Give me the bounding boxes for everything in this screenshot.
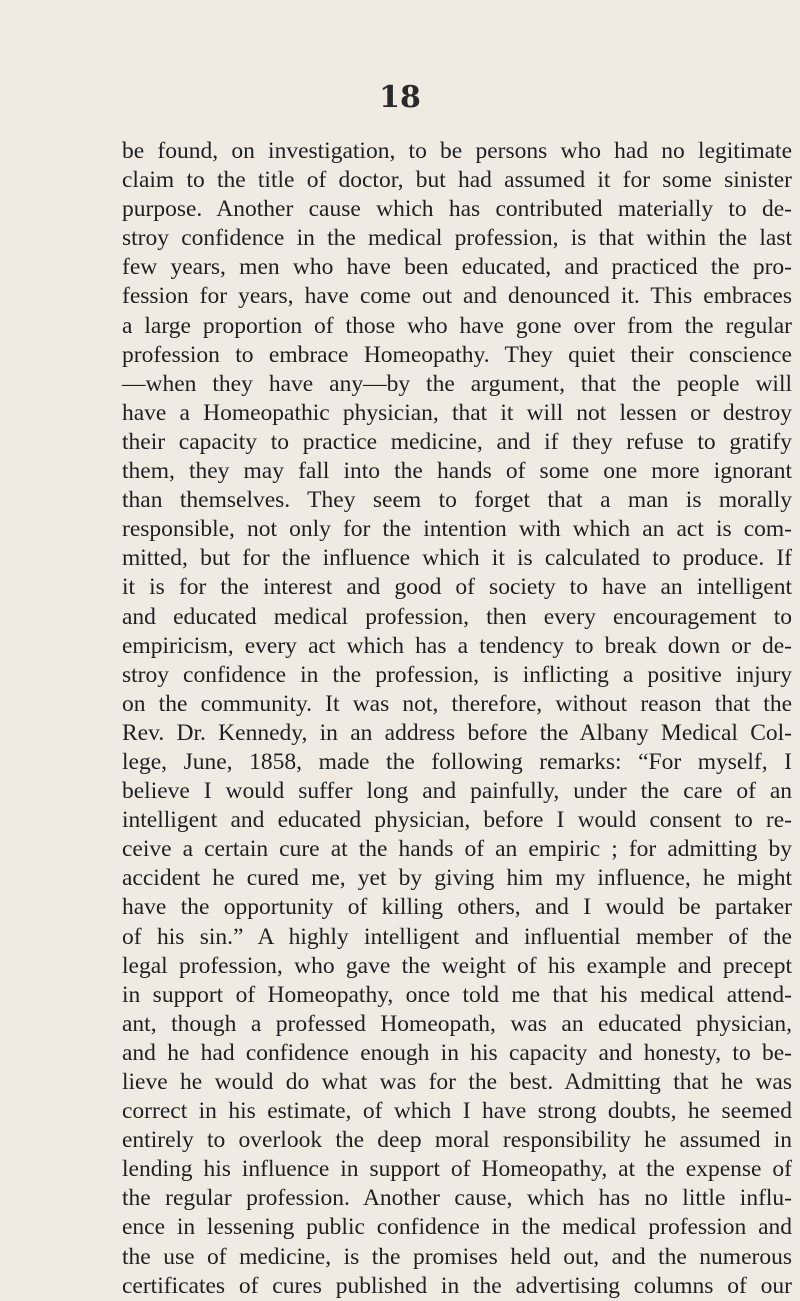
- text-line: stroy confidence in the profession, is inflicting a positive injury: [122, 661, 792, 688]
- text-line: responsible, not only for the intention with which an act is com-: [122, 516, 792, 543]
- text-line: have the opportunity of killing others, and I would be partaker: [122, 894, 792, 921]
- text-line: legal profession, who gave the weight of his example and precept: [122, 952, 792, 979]
- text-line: lege, June, 1858, made the following remarks: “For myself, I: [122, 748, 792, 775]
- text-line: profession to embrace Homeopathy. They quiet their conscience: [122, 341, 792, 368]
- text-line: the regular profession. Another cause, which has no little influ-: [122, 1185, 792, 1212]
- text-line: ant, though a professed Homeopath, was an educated physician,: [122, 1010, 792, 1037]
- text-line: stroy confidence in the medical profession, is that within the last: [122, 225, 792, 252]
- text-line: a large proportion of those who have gone over from the regular: [122, 312, 792, 339]
- text-line: —when they have any—by the argument, that the people will: [122, 370, 792, 397]
- text-line: mitted, but for the influence which it is calculated to produce. If: [122, 545, 792, 572]
- text-line: it is for the interest and good of society to have an intelligent: [122, 574, 792, 601]
- text-line: ceive a certain cure at the hands of an empiric ; for admitting by: [122, 836, 792, 863]
- text-line: lieve he would do what was for the best. Admitting that he was: [122, 1069, 792, 1095]
- text-line: and he had confidence enough in his capacity and honesty, to be-: [122, 1039, 792, 1066]
- text-line: correct in his estimate, of which I have strong doubts, he seemed: [122, 1098, 792, 1125]
- text-line: ence in lessening public confidence in the medical profession and: [122, 1214, 792, 1241]
- text-line: accident he cured me, yet by giving him my influence, he might: [122, 865, 792, 892]
- page-number: 18: [379, 80, 421, 115]
- text-line: certificates of cures published in the advertising columns of our: [122, 1272, 792, 1299]
- text-line: purpose. Another cause which has contributed materially to de-: [122, 196, 792, 223]
- text-line: intelligent and educated physician, before I would consent to re-: [122, 807, 792, 834]
- text-line: and educated medical profession, then every encouragement to: [122, 603, 792, 630]
- text-line: them, they may fall into the hands of some one more ignorant: [122, 458, 792, 485]
- text-line: believe I would suffer long and painfully, under the care of an: [122, 778, 792, 805]
- text-line: the use of medicine, is the promises held out, and the numerous: [122, 1243, 792, 1270]
- text-line: claim to the title of doctor, but had assumed it for some sinister: [122, 167, 792, 194]
- text-line: of his sin.” A highly intelligent and influential member of the: [122, 923, 792, 950]
- text-line: have a Homeopathic physician, that it will not lessen or destroy: [122, 399, 792, 426]
- text-line: lending his influence in support of Homeopathy, at the expense of: [122, 1156, 792, 1183]
- text-line: few years, men who have been educated, and practiced the pro-: [122, 254, 792, 281]
- body-text: [122, 137, 792, 1301]
- text-line: empiricism, every act which has a tendency to break down or de-: [122, 632, 792, 659]
- text-line: entirely to overlook the deep moral responsibility he assumed in: [122, 1127, 792, 1154]
- text-line: Rev. Dr. Kennedy, in an address before the Albany Medical Col-: [122, 719, 792, 746]
- text-line: fession for years, have come out and denounced it. This embraces: [122, 283, 792, 310]
- text-line: in support of Homeopathy, once told me that his medical attend-: [122, 981, 792, 1008]
- text-line: be found, on investigation, to be persons who had no legitimate: [122, 138, 792, 164]
- text-line: on the community. It was not, therefore, without reason that the: [122, 690, 792, 717]
- text-line: than themselves. They seem to forget that a man is morally: [122, 487, 792, 514]
- text-line: their capacity to practice medicine, and if they refuse to gratify: [122, 428, 792, 455]
